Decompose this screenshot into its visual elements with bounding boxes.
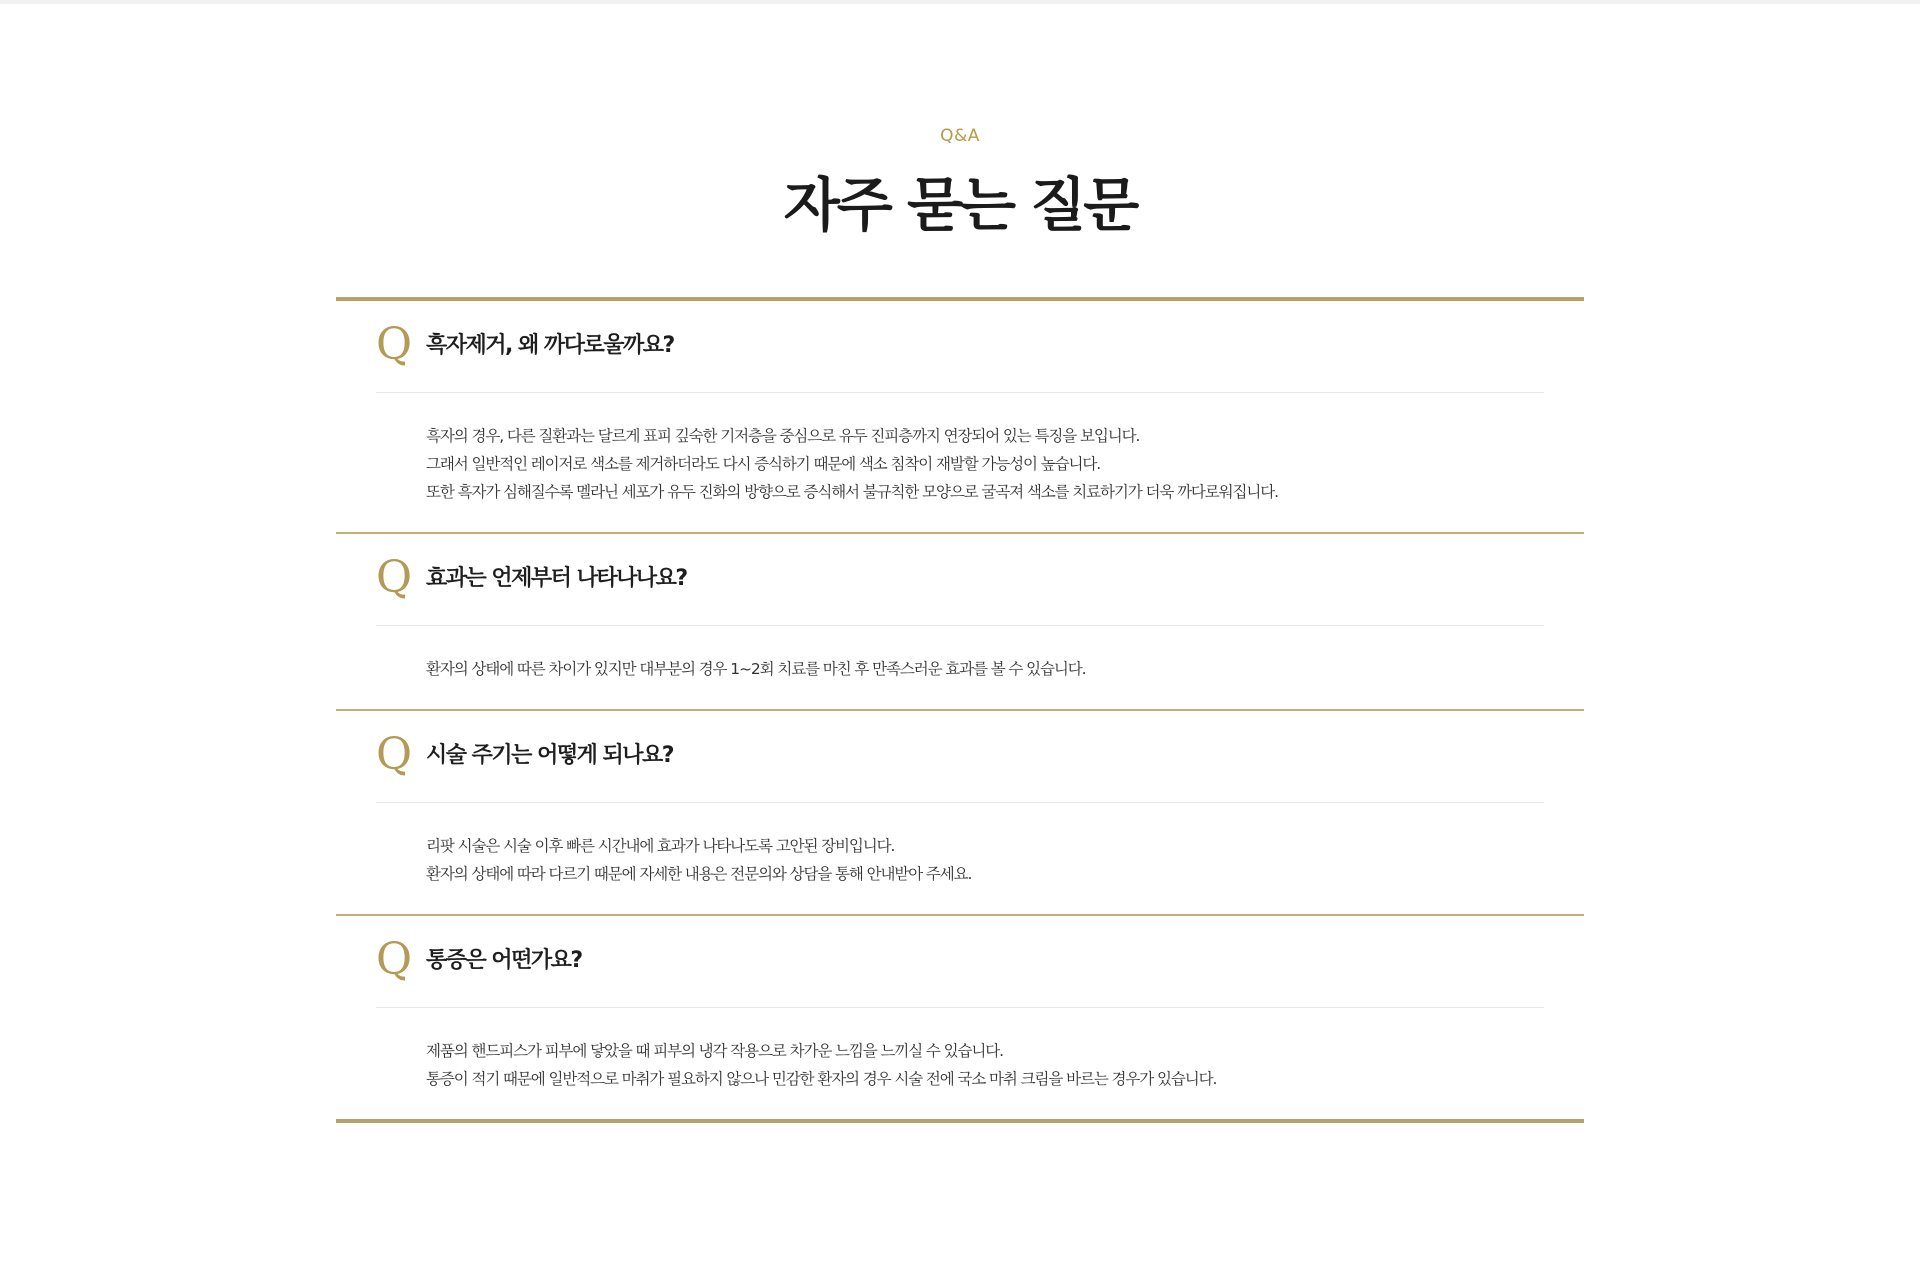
- question-text: 통증은 어떤가요?: [426, 948, 582, 973]
- answer-line: 통증이 적기 때문에 일반적으로 마취가 필요하지 않으나 민감한 환자의 경우 시술 전에 국소 마취 크림을 바르는 경우가 있습니다.: [426, 1070, 1217, 1088]
- faq-question[interactable]: [376, 916, 1544, 1008]
- q-mark-icon: Q: [376, 319, 413, 370]
- section-eyebrow: Q&A: [940, 126, 980, 146]
- q-mark-icon: Q: [376, 729, 413, 780]
- answer-line: 환자의 상태에 따른 차이가 있지만 대부분의 경우 1~2회 치료를 마친 후 만족스러운 효과를 볼 수 있습니다.: [426, 660, 1086, 678]
- faq-item: [336, 711, 1584, 916]
- answer-line: 제품의 핸드피스가 피부에 닿았을 때 피부의 냉각 작용으로 차가운 느낌을 느끼실 수 있습니다.: [426, 1042, 1003, 1060]
- faq-answer: [336, 393, 1584, 532]
- question-text: 시술 주기는 어떻게 되나요?: [426, 743, 674, 768]
- faq-answer: [336, 1008, 1584, 1119]
- top-divider: [0, 0, 1920, 4]
- faq-question[interactable]: [376, 711, 1544, 803]
- answer-line: 그래서 일반적인 레이저로 색소를 제거하더라도 다시 증식하기 때문에 색소 침착이 재발할 가능성이 높습니다.: [426, 455, 1101, 473]
- faq-question[interactable]: [376, 534, 1544, 626]
- faq-item: [336, 534, 1584, 711]
- answer-line: 흑자의 경우, 다른 질환과는 달르게 표피 깊숙한 기저층을 중심으로 유두 진피층까지 연장되어 있는 특징을 보입니다.: [426, 427, 1140, 445]
- answer-line: 환자의 상태에 따라 다르기 때문에 자세한 내용은 전문의와 상담을 통해 안내받아 주세요.: [426, 865, 972, 883]
- answer-line: 또한 흑자가 심해질수록 멜라닌 세포가 유두 진화의 방향으로 증식해서 불규칙한 모양으로 굴곡져 색소를 치료하기가 더욱 까다로워집니다.: [426, 483, 1278, 501]
- faq-question[interactable]: [376, 301, 1544, 393]
- question-text: 효과는 언제부터 나타나나요?: [426, 566, 687, 591]
- answer-line: 리팟 시술은 시술 이후 빠른 시간내에 효과가 나타나도록 고안된 장비입니다.: [426, 837, 895, 855]
- page-title: 자주 묻는 질문: [783, 171, 1137, 239]
- question-text: 흑자제거, 왜 까다로울까요?: [426, 333, 674, 358]
- q-mark-icon: Q: [376, 934, 413, 985]
- faq-list: [336, 297, 1584, 1123]
- faq-item: [336, 916, 1584, 1123]
- faq-item: [336, 301, 1584, 534]
- faq-header: [0, 124, 1920, 241]
- faq-answer: [336, 626, 1584, 709]
- faq-answer: [336, 803, 1584, 914]
- q-mark-icon: Q: [376, 552, 413, 603]
